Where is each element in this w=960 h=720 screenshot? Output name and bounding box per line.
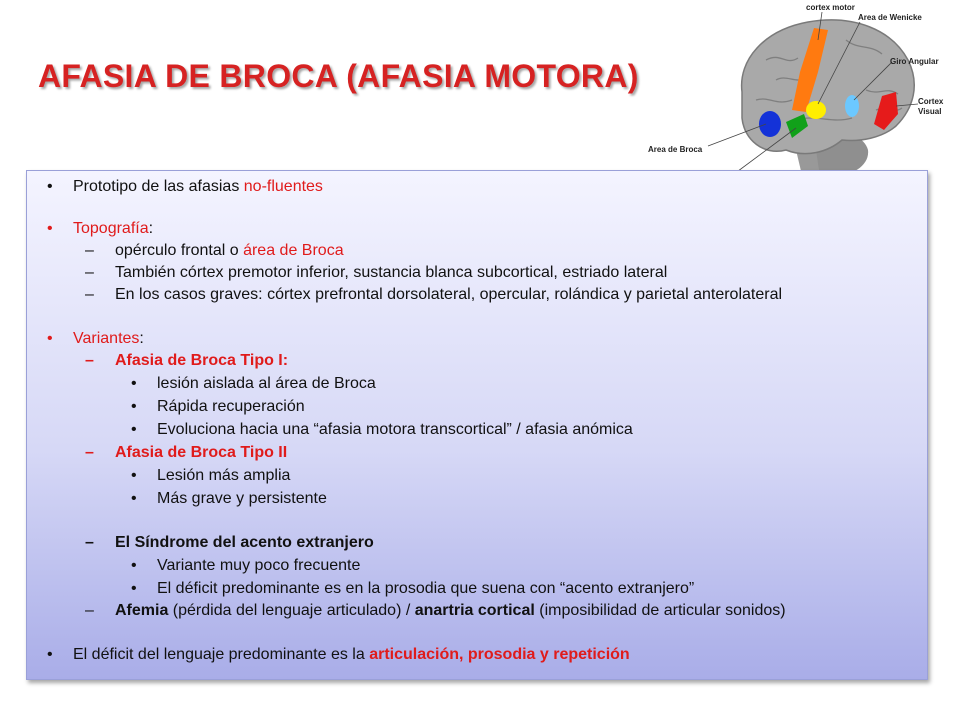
sindrome-item-2 [131, 579, 695, 599]
bullet-topografia [47, 219, 154, 239]
dash-marker: – [85, 264, 94, 281]
item-text: El déficit predominante es en la prosodia que suena con “acento extranjero” [157, 580, 695, 597]
item-text: Lesión más amplia [157, 467, 291, 484]
item-text: Evoluciona hacia una “afasia motora transcortical” / afasia anómica [157, 421, 633, 438]
content-box [26, 170, 928, 680]
item-text: También córtex premotor inferior, sustancia blanca subcortical, estriado lateral [115, 264, 668, 281]
highlight-area-broca: área de Broca [243, 242, 344, 259]
dash-marker: – [85, 534, 94, 551]
tipo1-item-3 [131, 420, 633, 440]
bullet-variantes [47, 329, 144, 349]
dash-marker: – [85, 242, 94, 259]
label-wernicke: Area de Wenicke [858, 13, 922, 22]
label-cortex-motor: cortex motor [806, 3, 855, 12]
label-giro-angular: Giro Angular [890, 57, 939, 66]
sindrome-title: El Síndrome del acento extranjero [115, 534, 374, 551]
topografia-item-3 [85, 285, 783, 305]
sindrome-heading [85, 533, 374, 553]
bullet-prototipo [47, 177, 323, 197]
afemia-term: Afemia [115, 602, 169, 619]
bullet-marker: • [131, 580, 137, 597]
bullet-text: El déficit del lenguaje predominante es la [73, 646, 370, 663]
topografia-colon: : [148, 220, 154, 237]
dash-marker: – [85, 286, 94, 303]
label-cortex-visual-2: Visual [918, 107, 942, 116]
wernicke-region [806, 101, 826, 119]
dash-marker: – [85, 444, 94, 461]
bullet-text: Prototipo de las afasias [73, 178, 244, 195]
afemia-desc: (pérdida del lenguaje articulado) / [168, 602, 415, 619]
label-cortex-visual-1: Cortex [918, 97, 944, 106]
item-text: opérculo frontal o [115, 242, 244, 259]
item-text: Rápida recuperación [157, 398, 305, 415]
item-text: lesión aislada al área de Broca [157, 375, 376, 392]
bullet-marker: • [131, 375, 137, 392]
angular-gyrus-region [845, 95, 859, 117]
tipo2-heading [85, 443, 288, 463]
highlight-articulacion: articulación, prosodia y repetición [369, 646, 630, 663]
item-text: En los casos graves: córtex prefrontal dorsolateral, opercular, rolándica y parietal anterolateral [115, 286, 783, 303]
tipo1-item-1 [131, 374, 376, 394]
bullet-marker: • [47, 178, 53, 195]
tipo1-item-2 [131, 397, 305, 417]
bullet-marker: • [131, 557, 137, 574]
topografia-item-2 [85, 263, 668, 283]
broca-region [759, 111, 781, 137]
sindrome-item-1 [131, 556, 361, 576]
bullet-marker: • [131, 421, 137, 438]
tipo1-title: Afasia de Broca Tipo I: [115, 352, 289, 369]
bullet-marker: • [47, 220, 53, 237]
tipo2-title: Afasia de Broca Tipo II [115, 444, 288, 461]
variantes-colon: : [139, 330, 144, 347]
bullet-marker: • [47, 330, 53, 347]
label-broca: Area de Broca [648, 145, 703, 154]
anartria-term: anartria cortical [414, 602, 535, 619]
tipo2-item-1 [131, 466, 291, 486]
dash-marker: – [85, 352, 94, 369]
tipo2-item-2 [131, 489, 327, 509]
tipo1-heading [85, 351, 289, 371]
topografia-item-1 [85, 241, 344, 261]
afemia-item [85, 601, 786, 621]
highlight-no-fluentes: no-fluentes [243, 178, 323, 195]
variantes-label: Variantes [73, 330, 140, 347]
slide-title: AFASIA DE BROCA (AFASIA MOTORA) [38, 58, 639, 94]
item-text: Variante muy poco frecuente [157, 557, 361, 574]
bullet-deficit [47, 645, 630, 665]
bullet-marker: • [131, 398, 137, 415]
topografia-label: Topografía [73, 220, 149, 237]
bullet-marker: • [131, 490, 137, 507]
dash-marker: – [85, 602, 94, 619]
item-text: Más grave y persistente [157, 490, 327, 507]
bullet-marker: • [47, 646, 53, 663]
bullet-marker: • [131, 467, 137, 484]
anartria-desc: (imposibilidad de articular sonidos) [534, 602, 786, 619]
